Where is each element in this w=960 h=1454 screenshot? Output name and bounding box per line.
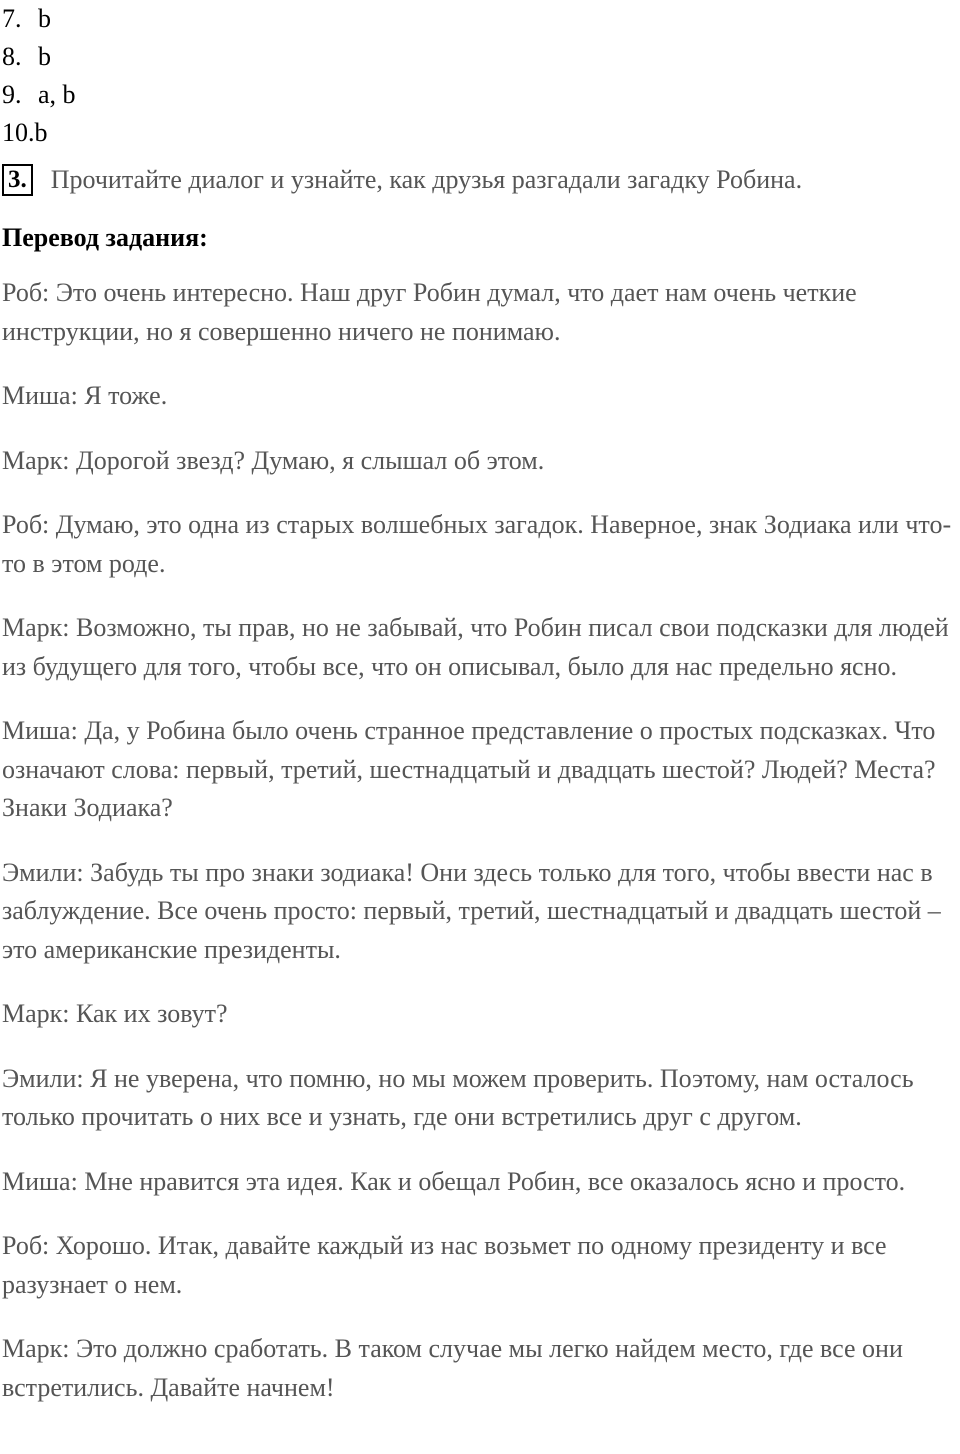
answer-value: b (34, 118, 48, 147)
answer-value: a, b (38, 80, 76, 109)
answer-number: 9. (2, 80, 22, 109)
answer-value: b (38, 4, 51, 33)
dialogue-paragraph: Роб: Это очень интересно. Наш друг Робин думал, что дает нам очень четкие инструкции, но я совершенно ничего не понимаю. (2, 278, 857, 346)
answer-item (2, 114, 956, 152)
task-number-badge: 3. (2, 164, 33, 196)
dialogue-paragraph: Марк: Как их зовут? (2, 999, 228, 1028)
dialogue-paragraph: Марк: Дорогой звезд? Думаю, я слышал об этом. (2, 445, 545, 475)
answer-value: b (38, 42, 51, 71)
answer-item (2, 76, 956, 114)
dialogue-paragraph: Роб: Думаю, это одна из старых волшебных загадок. Наверное, знак Зодиака или что-то в этом роде. (2, 510, 952, 578)
dialogue-paragraph: Миша: Да, у Робина было очень странное представление о простых подсказках. Что означают слова: первый, третий, шестнадцатый и двадцать шестой? Людей? Места? Знаки Зодиака? (2, 716, 936, 822)
dialogue-paragraph: Миша: Я тоже. (2, 381, 168, 410)
answer-list (2, 0, 956, 152)
task-header (2, 160, 956, 200)
section-heading: Перевод задания: (2, 223, 208, 252)
dialogue-paragraph: Миша: Мне нравится эта идея. Как и обещал Робин, все оказалось ясно и просто. (2, 1166, 906, 1196)
answer-item (2, 0, 956, 38)
dialogue (2, 274, 956, 1407)
answer-number: 7. (2, 4, 22, 33)
document-page (2, 0, 956, 1433)
answer-number: 8. (2, 42, 22, 71)
dialogue-paragraph: Эмили: Забудь ты про знаки зодиака! Они здесь только для того, чтобы ввести нас в заблуждение. Все очень просто: первый, третий, шестнадцатый и двадцать шестой – это американские президенты. (2, 857, 941, 964)
dialogue-paragraph: Марк: Это должно сработать. В таком случае мы легко найдем место, где все они встретились. Давайте начнем! (2, 1334, 903, 1402)
answer-item (2, 38, 956, 76)
dialogue-paragraph: Марк: Возможно, ты прав, но не забывай, что Робин писал свои подсказки для людей из будущего для того, чтобы все, что он описывал, было для нас предельно ясно. (2, 613, 949, 681)
dialogue-paragraph: Эмили: Я не уверена, что помню, но мы можем проверить. Поэтому, нам осталось только прочитать о них все и узнать, где они встретились друг с другом. (2, 1063, 914, 1131)
task-instruction: Прочитайте диалог и узнайте, как друзья разгадали загадку Робина. (50, 165, 803, 194)
answer-number: 10. (2, 118, 35, 147)
dialogue-paragraph: Роб: Хорошо. Итак, давайте каждый из нас возьмет по одному президенту и все разузнает о нем. (2, 1231, 887, 1299)
